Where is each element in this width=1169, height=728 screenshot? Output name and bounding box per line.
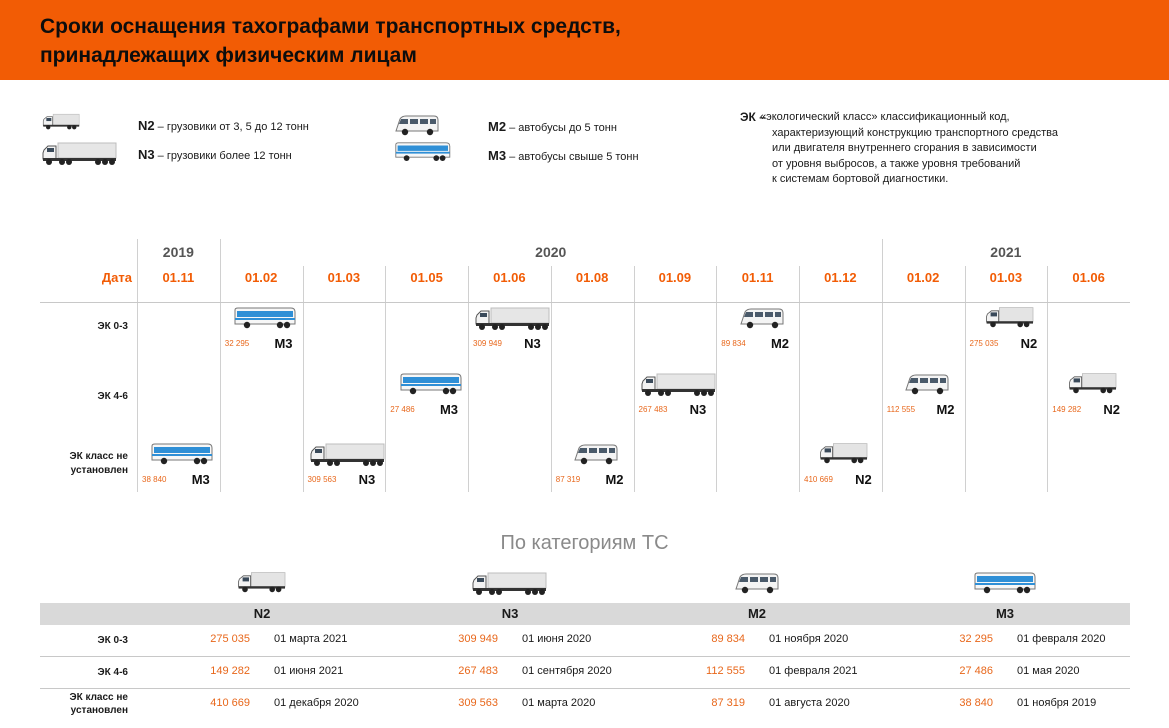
- summary-minibus-icon: [734, 571, 780, 600]
- date-tick-8: 01.12: [824, 270, 857, 285]
- timeline-entry-m2-ecna: [551, 438, 634, 498]
- summary-row-label-ecna: ЭК класс не установлен: [69, 692, 128, 716]
- summary-row-label-ec03: ЭК 0-3: [97, 634, 128, 646]
- summary-date-n3-ec03: 01 июня 2020: [522, 633, 592, 645]
- entry-category: M3: [439, 402, 458, 417]
- entry-count: 275 035: [969, 339, 999, 348]
- row-label-ec03: ЭК 0-3: [97, 321, 128, 332]
- summary-truck-icon: [237, 571, 287, 597]
- year-label-2019: 2019: [162, 244, 194, 260]
- summary-count-m3-ecna: 38 840: [959, 697, 993, 709]
- summary-header-m3: M3: [995, 606, 1015, 621]
- date-tick-6: 01.09: [658, 270, 692, 285]
- minibus-icon: [904, 372, 950, 401]
- summary-date-n3-ecna: 01 марта 2020: [522, 697, 596, 709]
- summary-count-n2-ecna: 410 669: [210, 697, 250, 709]
- entry-category: M2: [770, 336, 789, 351]
- summary-header-n2: N2: [253, 606, 271, 621]
- semi-truck-icon: [641, 372, 717, 403]
- bus-icon: [233, 306, 297, 335]
- timeline-entry-n3-ecna: [303, 438, 386, 498]
- entry-count: 38 840: [142, 475, 167, 484]
- summary-date-m2-ec46: 01 февраля 2021: [769, 665, 858, 677]
- timeline-entry-n2-ecna: [799, 438, 882, 498]
- date-tick-1: 01.02: [244, 270, 278, 285]
- summary-date-m3-ec03: 01 февраля 2020: [1017, 633, 1106, 645]
- entry-category: N3: [358, 472, 376, 487]
- summary-date-m2-ec03: 01 ноября 2020: [769, 633, 849, 645]
- truck-icon: [819, 442, 869, 468]
- date-tick-10: 01.03: [989, 270, 1023, 285]
- year-label-2021: 2021: [990, 244, 1022, 260]
- summary-date-n3-ec46: 01 сентября 2020: [522, 665, 612, 677]
- summary-count-m3-ec46: 27 486: [959, 665, 993, 677]
- legend-n3: N3 – грузовики более 12 тонн: [138, 147, 292, 162]
- entry-category: M2: [605, 472, 624, 487]
- summary-semi-truck-icon: [472, 571, 548, 602]
- entry-count: 112 555: [886, 405, 916, 414]
- summary-row-divider: [40, 656, 1130, 657]
- date-tick-9: 01.02: [906, 270, 940, 285]
- entry-count: 410 669: [804, 475, 833, 484]
- summary-header-m2: M2: [747, 606, 767, 621]
- date-tick-7: 01.11: [741, 270, 774, 285]
- summary-date-n2-ecna: 01 декабря 2020: [274, 697, 359, 709]
- entry-category: N2: [855, 472, 872, 487]
- entry-count: 87 319: [555, 475, 581, 484]
- summary-count-n2-ec46: 149 282: [210, 665, 250, 677]
- year-label-2020: 2020: [535, 244, 567, 260]
- entry-count: 149 282: [1052, 405, 1082, 414]
- timeline-entry-n2-ec03: [965, 302, 1048, 362]
- summary-count-m2-ec03: 89 834: [711, 633, 745, 645]
- page-title: Сроки оснащения тахографами транспортных средств, принадлежащих физическим лицам: [40, 15, 621, 67]
- truck-icon: [1068, 372, 1118, 398]
- date-tick-11: 01.06: [1072, 270, 1105, 285]
- entry-category: N2: [1103, 402, 1120, 417]
- bus-icon: [399, 372, 463, 401]
- summary-date-n2-ec03: 01 марта 2021: [274, 633, 348, 645]
- entry-count: 27 486: [390, 405, 415, 414]
- column-divider: [965, 266, 966, 492]
- date-tick-3: 01.05: [410, 270, 443, 285]
- entry-category: N3: [689, 402, 707, 417]
- summary-count-n3-ecna: 309 563: [458, 697, 498, 709]
- minibus-icon: [739, 306, 785, 335]
- summary-count-m2-ecna: 87 319: [711, 697, 745, 709]
- legend-n2: N2 – грузовики от 3, 5 до 12 тонн: [138, 118, 309, 133]
- semi-truck-icon: [475, 306, 551, 337]
- timeline-entry-m3-ec03: [220, 302, 303, 362]
- entry-count: 309 949: [473, 339, 502, 348]
- summary-count-m3-ec03: 32 295: [959, 633, 993, 645]
- timeline-entry-m2-ec03: [716, 302, 799, 362]
- truck-icon: [985, 306, 1035, 332]
- summary-count-n3-ec46: 267 483: [458, 665, 498, 677]
- entry-count: 89 834: [721, 339, 746, 348]
- summary-count-m2-ec46: 112 555: [706, 665, 745, 677]
- entry-category: M3: [274, 336, 293, 351]
- entry-category: N2: [1020, 336, 1038, 351]
- timeline-entry-n3-ec46: [634, 368, 717, 428]
- summary-count-n2-ec03: 275 035: [210, 633, 250, 645]
- legend-truck-icon: [42, 113, 80, 133]
- summary-row-label-ec46: ЭК 4-6: [97, 666, 128, 678]
- date-row-label: Дата: [101, 270, 132, 285]
- entry-category: M3: [191, 472, 210, 487]
- row-label-ec46: ЭК 4-6: [97, 391, 128, 402]
- summary-bus-icon: [973, 571, 1037, 600]
- row-label-ecna: ЭК класс не установлен: [69, 451, 128, 476]
- legend-m2: M2 – автобусы до 5 тонн: [488, 119, 617, 134]
- entry-category: N3: [524, 336, 541, 351]
- legend-semi-truck-icon: [42, 141, 118, 172]
- entry-category: M2: [936, 402, 955, 417]
- summary-header-row: [40, 603, 1130, 625]
- legend-m3: M3 – автобусы свыше 5 тонн: [488, 148, 639, 163]
- entry-count: 309 563: [307, 475, 337, 484]
- timeline-entry-n3-ec03: [468, 302, 551, 362]
- entry-count: 32 295: [224, 339, 250, 348]
- semi-truck-icon: [310, 442, 386, 473]
- timeline-entry-m3-ec46: [385, 368, 468, 428]
- timeline-entry-n2-ec46: [1047, 368, 1130, 428]
- summary-date-m2-ecna: 01 августа 2020: [769, 697, 850, 709]
- date-tick-0: 01.11: [162, 270, 195, 285]
- minibus-icon: [573, 442, 619, 471]
- bus-icon: [150, 442, 214, 471]
- summary-row-divider: [40, 688, 1130, 689]
- summary-date-n2-ec46: 01 июня 2021: [274, 665, 344, 677]
- date-tick-5: 01.08: [575, 270, 609, 285]
- summary-date-m3-ecna: 01 ноября 2019: [1017, 697, 1097, 709]
- summary-title: По категориям ТС: [500, 532, 669, 554]
- column-divider: [468, 266, 469, 492]
- summary-count-n3-ec03: 309 949: [458, 633, 498, 645]
- entry-count: 267 483: [638, 405, 668, 414]
- date-tick-2: 01.03: [327, 270, 361, 285]
- date-tick-4: 01.06: [493, 270, 526, 285]
- page-header: [0, 0, 1169, 80]
- legend-minibus-icon: [394, 113, 440, 142]
- summary-header-n3: N3: [501, 606, 519, 621]
- summary-date-m3-ec46: 01 мая 2020: [1017, 665, 1080, 677]
- timeline-entry-m2-ec46: [882, 368, 965, 428]
- timeline-entry-m3-ecna: [137, 438, 220, 498]
- legend-bus-icon: [394, 141, 452, 167]
